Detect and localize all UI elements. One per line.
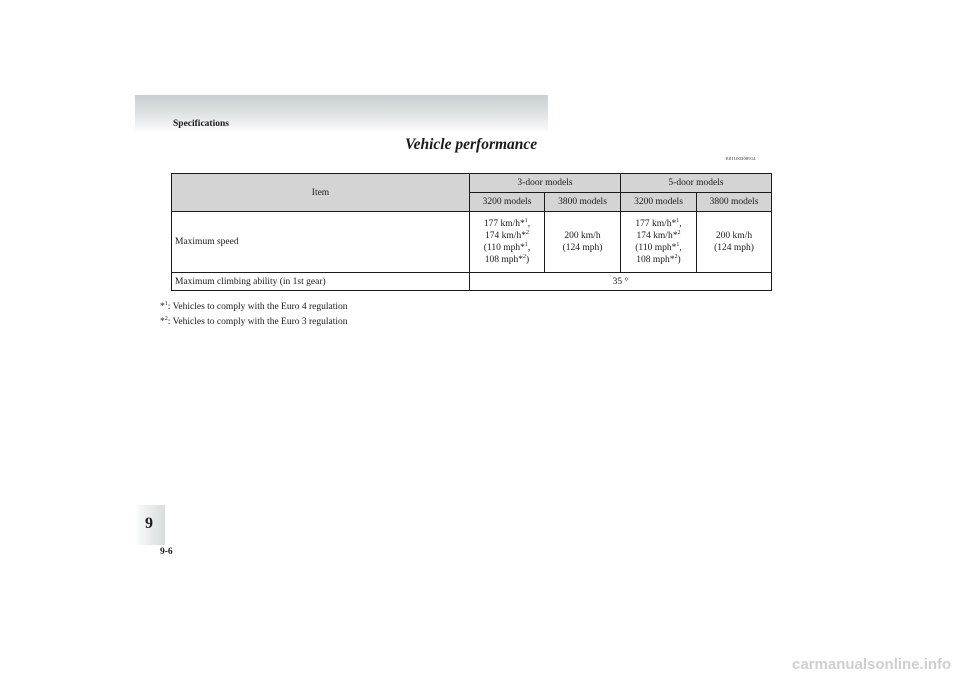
section-label: Specifications (173, 119, 229, 129)
table-row (172, 273, 772, 291)
watermark: carmanualsonline.info (792, 656, 952, 673)
item-header: Item (172, 174, 470, 212)
subheader-3door-3800: 3800 models (545, 193, 621, 212)
subheader-5door-3800: 3800 models (697, 193, 772, 212)
climbing-label: Maximum climbing ability (in 1st gear) (172, 273, 470, 291)
max-speed-label: Maximum speed (172, 212, 470, 273)
page-number: 9-6 (160, 547, 173, 557)
page-title: Vehicle performance (405, 136, 538, 153)
group-header-5door: 5-door models (621, 174, 772, 193)
max-speed-5door-3800: 200 km/h (124 mph) (697, 212, 772, 273)
reference-code: E01100300914 (726, 156, 756, 161)
footnote-2: *$^2$: Vehicles to comply with the Euro 3 regulation (160, 315, 348, 327)
max-speed-3door-3200: 177 km/h*$^1$, 174 km/h*$^2$ (110 mph*$^1$, 108 mph*$^2$) (470, 212, 545, 273)
chapter-number: 9 (145, 515, 153, 532)
max-speed-3door-3800: 200 km/h (124 mph) (545, 212, 621, 273)
max-speed-5door-3200: 177 km/h*$^1$, 174 km/h*$^2$ (110 mph*$^1$, 108 mph*$^2$) (621, 212, 697, 273)
subheader-3door-3200: 3200 models (470, 193, 545, 212)
subheader-5door-3200: 3200 models (621, 193, 697, 212)
climbing-value: 35 ° (470, 273, 772, 291)
group-header-3door: 3-door models (470, 174, 621, 193)
footnote-1: *$^1$: Vehicles to comply with the Euro 4 regulation (160, 300, 348, 312)
table-header-row (172, 174, 772, 193)
performance-table (171, 173, 772, 291)
footnotes (160, 300, 348, 329)
table-row (172, 212, 772, 273)
